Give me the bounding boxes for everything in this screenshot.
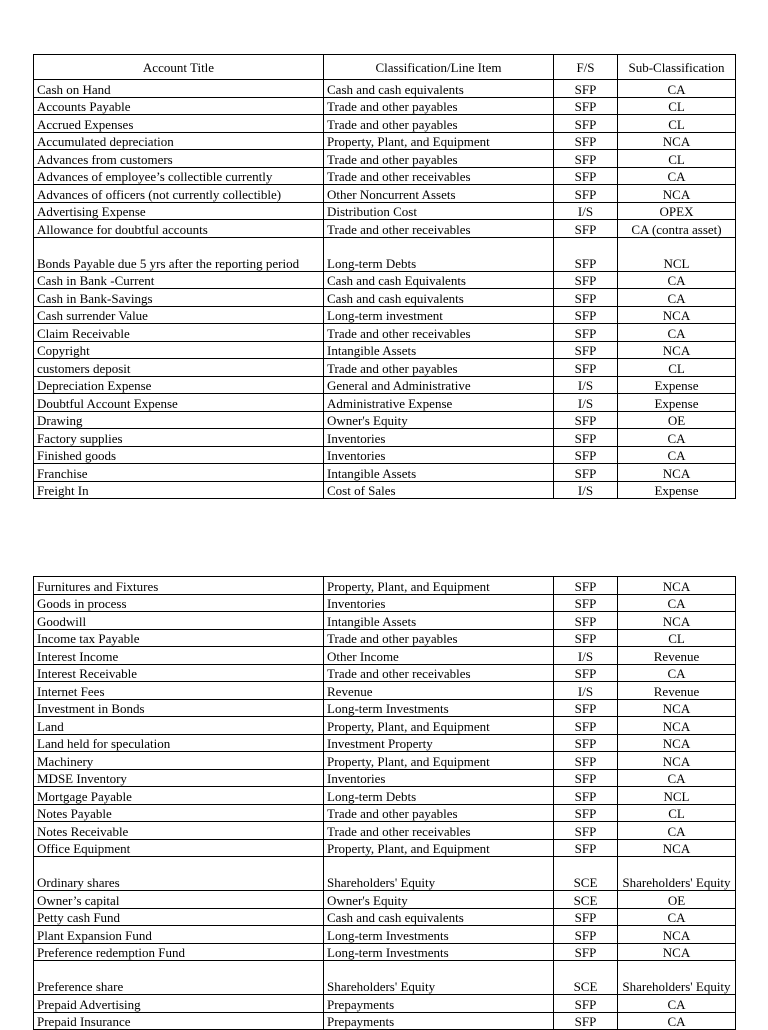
- table-row: [34, 220, 736, 238]
- classification-cell: Property, Plant, and Equipment: [324, 577, 554, 595]
- classification-cell: Investment Property: [324, 734, 554, 752]
- fs-cell: SFP: [554, 995, 618, 1013]
- fs-cell: SCE: [554, 961, 618, 995]
- classification-cell: Long-term Investments: [324, 943, 554, 961]
- classification-cell: Trade and other receivables: [324, 664, 554, 682]
- fs-cell: SFP: [554, 237, 618, 271]
- fs-cell: SFP: [554, 804, 618, 822]
- classification-cell: Inventories: [324, 446, 554, 464]
- sub-classification-cell: CA: [618, 908, 736, 926]
- table-row: [34, 577, 736, 595]
- account-title-cell: Land: [34, 717, 324, 735]
- fs-cell: SFP: [554, 1012, 618, 1030]
- header-classification: Classification/Line Item: [324, 55, 554, 80]
- classification-cell: Trade and other payables: [324, 115, 554, 133]
- table-row: [34, 446, 736, 464]
- table-row: [34, 237, 736, 271]
- sub-classification-cell: NCA: [618, 943, 736, 961]
- account-title-cell: Internet Fees: [34, 682, 324, 700]
- table-row: [34, 995, 736, 1013]
- table-row: [34, 132, 736, 150]
- classification-cell: Trade and other payables: [324, 804, 554, 822]
- account-title-cell: Cash in Bank -Current: [34, 271, 324, 289]
- fs-cell: SFP: [554, 220, 618, 238]
- table-row: [34, 376, 736, 394]
- classification-cell: Revenue: [324, 682, 554, 700]
- account-title-cell: Advances of officers (not currently collectible): [34, 185, 324, 203]
- fs-cell: SFP: [554, 359, 618, 377]
- account-title-cell: Copyright: [34, 341, 324, 359]
- fs-cell: SFP: [554, 150, 618, 168]
- sub-classification-cell: Shareholders' Equity: [618, 857, 736, 891]
- table-row: [34, 664, 736, 682]
- table-row: [34, 908, 736, 926]
- table-row: [34, 839, 736, 857]
- account-title-cell: Mortgage Payable: [34, 787, 324, 805]
- table-row: [34, 202, 736, 220]
- account-title-cell: Factory supplies: [34, 429, 324, 447]
- account-title-cell: Income tax Payable: [34, 629, 324, 647]
- fs-cell: SFP: [554, 717, 618, 735]
- sub-classification-cell: NCA: [618, 926, 736, 944]
- classification-cell: Other Noncurrent Assets: [324, 185, 554, 203]
- table-row: [34, 734, 736, 752]
- account-title-cell: customers deposit: [34, 359, 324, 377]
- account-title-cell: Freight In: [34, 481, 324, 499]
- table-row: [34, 787, 736, 805]
- sub-classification-cell: NCA: [618, 717, 736, 735]
- account-title-cell: Office Equipment: [34, 839, 324, 857]
- classification-cell: Inventories: [324, 594, 554, 612]
- header-account-title: Account Title: [34, 55, 324, 80]
- sub-classification-cell: CA: [618, 664, 736, 682]
- account-title-cell: Advances from customers: [34, 150, 324, 168]
- classification-cell: Shareholders' Equity: [324, 961, 554, 995]
- sub-classification-cell: CA: [618, 167, 736, 185]
- table-row: [34, 97, 736, 115]
- table-row: [34, 699, 736, 717]
- account-title-cell: Cash surrender Value: [34, 306, 324, 324]
- table-row: [34, 341, 736, 359]
- sub-classification-cell: Shareholders' Equity: [618, 961, 736, 995]
- classification-cell: Long-term Investments: [324, 699, 554, 717]
- table-row: [34, 682, 736, 700]
- table-row: [34, 289, 736, 307]
- classification-cell: Intangible Assets: [324, 464, 554, 482]
- sub-classification-cell: CA (contra asset): [618, 220, 736, 238]
- classification-cell: Long-term Debts: [324, 237, 554, 271]
- sub-classification-cell: NCA: [618, 734, 736, 752]
- classification-cell: Property, Plant, and Equipment: [324, 839, 554, 857]
- fs-cell: SFP: [554, 324, 618, 342]
- classification-cell: Long-term Debts: [324, 787, 554, 805]
- sub-classification-cell: Revenue: [618, 682, 736, 700]
- sub-classification-cell: CA: [618, 80, 736, 98]
- fs-cell: SFP: [554, 908, 618, 926]
- sub-classification-cell: CL: [618, 804, 736, 822]
- table-row: [34, 804, 736, 822]
- account-title-cell: Accumulated depreciation: [34, 132, 324, 150]
- account-title-cell: MDSE Inventory: [34, 769, 324, 787]
- classification-cell: Prepayments: [324, 995, 554, 1013]
- account-title-cell: Preference redemption Fund: [34, 943, 324, 961]
- sub-classification-cell: NCA: [618, 132, 736, 150]
- fs-cell: SFP: [554, 943, 618, 961]
- account-title-cell: Cash on Hand: [34, 80, 324, 98]
- account-table-2: [33, 576, 736, 1030]
- classification-cell: Trade and other payables: [324, 97, 554, 115]
- sub-classification-cell: CL: [618, 359, 736, 377]
- classification-cell: Intangible Assets: [324, 612, 554, 630]
- account-title-cell: Machinery: [34, 752, 324, 770]
- classification-cell: Inventories: [324, 429, 554, 447]
- sub-classification-cell: NCA: [618, 306, 736, 324]
- classification-cell: Cash and cash equivalents: [324, 908, 554, 926]
- sub-classification-cell: NCA: [618, 839, 736, 857]
- classification-cell: Trade and other payables: [324, 629, 554, 647]
- table-row: [34, 306, 736, 324]
- table-row: [34, 464, 736, 482]
- classification-cell: General and Administrative: [324, 376, 554, 394]
- classification-cell: Other Income: [324, 647, 554, 665]
- fs-cell: SCE: [554, 857, 618, 891]
- fs-cell: SFP: [554, 185, 618, 203]
- sub-classification-cell: Expense: [618, 481, 736, 499]
- classification-cell: Cash and cash equivalents: [324, 289, 554, 307]
- fs-cell: I/S: [554, 394, 618, 412]
- classification-cell: Trade and other receivables: [324, 822, 554, 840]
- classification-cell: Long-term Investments: [324, 926, 554, 944]
- fs-cell: SFP: [554, 446, 618, 464]
- sub-classification-cell: NCA: [618, 612, 736, 630]
- sub-classification-cell: CL: [618, 629, 736, 647]
- fs-cell: I/S: [554, 202, 618, 220]
- fs-cell: I/S: [554, 481, 618, 499]
- sub-classification-cell: NCA: [618, 752, 736, 770]
- fs-cell: SFP: [554, 926, 618, 944]
- table-row: [34, 167, 736, 185]
- sub-classification-cell: NCL: [618, 237, 736, 271]
- fs-cell: SFP: [554, 132, 618, 150]
- fs-cell: SFP: [554, 734, 618, 752]
- sub-classification-cell: CL: [618, 115, 736, 133]
- fs-cell: SFP: [554, 306, 618, 324]
- fs-cell: SFP: [554, 411, 618, 429]
- fs-cell: SFP: [554, 271, 618, 289]
- table-row: [34, 150, 736, 168]
- table-row: [34, 647, 736, 665]
- account-title-cell: Claim Receivable: [34, 324, 324, 342]
- table-row: [34, 961, 736, 995]
- header-sub-classification: Sub-Classification: [618, 55, 736, 80]
- classification-cell: Trade and other receivables: [324, 324, 554, 342]
- account-title-cell: Ordinary shares: [34, 857, 324, 891]
- account-title-cell: Goods in process: [34, 594, 324, 612]
- sub-classification-cell: CA: [618, 594, 736, 612]
- table-row: [34, 324, 736, 342]
- account-title-cell: Finished goods: [34, 446, 324, 464]
- table-row: [34, 857, 736, 891]
- classification-cell: Trade and other receivables: [324, 167, 554, 185]
- table-row: [34, 394, 736, 412]
- sub-classification-cell: CA: [618, 1012, 736, 1030]
- sub-classification-cell: NCA: [618, 699, 736, 717]
- sub-classification-cell: CA: [618, 995, 736, 1013]
- classification-cell: Inventories: [324, 769, 554, 787]
- classification-cell: Cash and cash equivalents: [324, 80, 554, 98]
- sub-classification-cell: CA: [618, 446, 736, 464]
- account-title-cell: Land held for speculation: [34, 734, 324, 752]
- table-row: [34, 185, 736, 203]
- account-title-cell: Drawing: [34, 411, 324, 429]
- account-title-cell: Notes Payable: [34, 804, 324, 822]
- classification-cell: Trade and other receivables: [324, 220, 554, 238]
- fs-cell: SFP: [554, 97, 618, 115]
- account-title-cell: Bonds Payable due 5 yrs after the reporting period: [34, 237, 324, 271]
- sub-classification-cell: OE: [618, 891, 736, 909]
- account-title-cell: Plant Expansion Fund: [34, 926, 324, 944]
- account-title-cell: Notes Receivable: [34, 822, 324, 840]
- sub-classification-cell: CA: [618, 289, 736, 307]
- sub-classification-cell: Revenue: [618, 647, 736, 665]
- classification-cell: Owner's Equity: [324, 411, 554, 429]
- sub-classification-cell: Expense: [618, 394, 736, 412]
- account-title-cell: Furnitures and Fixtures: [34, 577, 324, 595]
- account-title-cell: Cash in Bank-Savings: [34, 289, 324, 307]
- fs-cell: SFP: [554, 80, 618, 98]
- sub-classification-cell: OPEX: [618, 202, 736, 220]
- table-row: [34, 612, 736, 630]
- fs-cell: SFP: [554, 664, 618, 682]
- table-row: [34, 594, 736, 612]
- account-title-cell: Accounts Payable: [34, 97, 324, 115]
- classification-cell: Prepayments: [324, 1012, 554, 1030]
- classification-cell: Administrative Expense: [324, 394, 554, 412]
- table-row: [34, 717, 736, 735]
- classification-cell: Distribution Cost: [324, 202, 554, 220]
- table-row: [34, 429, 736, 447]
- account-title-cell: Advertising Expense: [34, 202, 324, 220]
- account-title-cell: Prepaid Advertising: [34, 995, 324, 1013]
- fs-cell: SFP: [554, 429, 618, 447]
- fs-cell: SFP: [554, 699, 618, 717]
- sub-classification-cell: NCA: [618, 185, 736, 203]
- header-fs: F/S: [554, 55, 618, 80]
- classification-cell: Intangible Assets: [324, 341, 554, 359]
- classification-cell: Trade and other payables: [324, 359, 554, 377]
- fs-cell: SFP: [554, 115, 618, 133]
- fs-cell: SFP: [554, 577, 618, 595]
- sub-classification-cell: CA: [618, 769, 736, 787]
- classification-cell: Cash and cash Equivalents: [324, 271, 554, 289]
- classification-cell: Property, Plant, and Equipment: [324, 717, 554, 735]
- classification-cell: Owner's Equity: [324, 891, 554, 909]
- fs-cell: SFP: [554, 612, 618, 630]
- classification-cell: Long-term investment: [324, 306, 554, 324]
- fs-cell: I/S: [554, 647, 618, 665]
- account-title-cell: Goodwill: [34, 612, 324, 630]
- classification-cell: Trade and other payables: [324, 150, 554, 168]
- sub-classification-cell: NCL: [618, 787, 736, 805]
- fs-cell: SCE: [554, 891, 618, 909]
- table-row: [34, 943, 736, 961]
- fs-cell: SFP: [554, 839, 618, 857]
- fs-cell: SFP: [554, 752, 618, 770]
- sub-classification-cell: CA: [618, 822, 736, 840]
- account-title-cell: Accrued Expenses: [34, 115, 324, 133]
- account-title-cell: Depreciation Expense: [34, 376, 324, 394]
- fs-cell: SFP: [554, 167, 618, 185]
- table-row: [34, 629, 736, 647]
- table-row: [34, 752, 736, 770]
- account-title-cell: Investment in Bonds: [34, 699, 324, 717]
- fs-cell: I/S: [554, 376, 618, 394]
- classification-cell: Property, Plant, and Equipment: [324, 132, 554, 150]
- account-title-cell: Interest Receivable: [34, 664, 324, 682]
- account-title-cell: Owner’s capital: [34, 891, 324, 909]
- sub-classification-cell: CA: [618, 271, 736, 289]
- account-title-cell: Interest Income: [34, 647, 324, 665]
- table-row: [34, 359, 736, 377]
- table-row: [34, 115, 736, 133]
- fs-cell: I/S: [554, 682, 618, 700]
- account-title-cell: Prepaid Insurance: [34, 1012, 324, 1030]
- fs-cell: SFP: [554, 341, 618, 359]
- sub-classification-cell: CL: [618, 150, 736, 168]
- account-title-cell: Petty cash Fund: [34, 908, 324, 926]
- table-row: [34, 891, 736, 909]
- sub-classification-cell: CA: [618, 324, 736, 342]
- classification-cell: Cost of Sales: [324, 481, 554, 499]
- account-title-cell: Franchise: [34, 464, 324, 482]
- account-title-cell: Doubtful Account Expense: [34, 394, 324, 412]
- table-row: [34, 926, 736, 944]
- account-title-cell: Allowance for doubtful accounts: [34, 220, 324, 238]
- table-row: [34, 80, 736, 98]
- table-row: [34, 481, 736, 499]
- sub-classification-cell: NCA: [618, 577, 736, 595]
- sub-classification-cell: CL: [618, 97, 736, 115]
- account-title-cell: Preference share: [34, 961, 324, 995]
- sub-classification-cell: NCA: [618, 464, 736, 482]
- classification-cell: Shareholders' Equity: [324, 857, 554, 891]
- header-row: [34, 55, 736, 80]
- table-row: [34, 1012, 736, 1030]
- fs-cell: SFP: [554, 629, 618, 647]
- table-row: [34, 411, 736, 429]
- sub-classification-cell: NCA: [618, 341, 736, 359]
- fs-cell: SFP: [554, 769, 618, 787]
- sub-classification-cell: OE: [618, 411, 736, 429]
- classification-cell: Property, Plant, and Equipment: [324, 752, 554, 770]
- table-row: [34, 271, 736, 289]
- fs-cell: SFP: [554, 289, 618, 307]
- fs-cell: SFP: [554, 594, 618, 612]
- account-table-1: [33, 54, 736, 499]
- table-row: [34, 769, 736, 787]
- table-row: [34, 822, 736, 840]
- fs-cell: SFP: [554, 822, 618, 840]
- fs-cell: SFP: [554, 464, 618, 482]
- sub-classification-cell: CA: [618, 429, 736, 447]
- sub-classification-cell: Expense: [618, 376, 736, 394]
- fs-cell: SFP: [554, 787, 618, 805]
- account-title-cell: Advances of employee’s collectible currently: [34, 167, 324, 185]
